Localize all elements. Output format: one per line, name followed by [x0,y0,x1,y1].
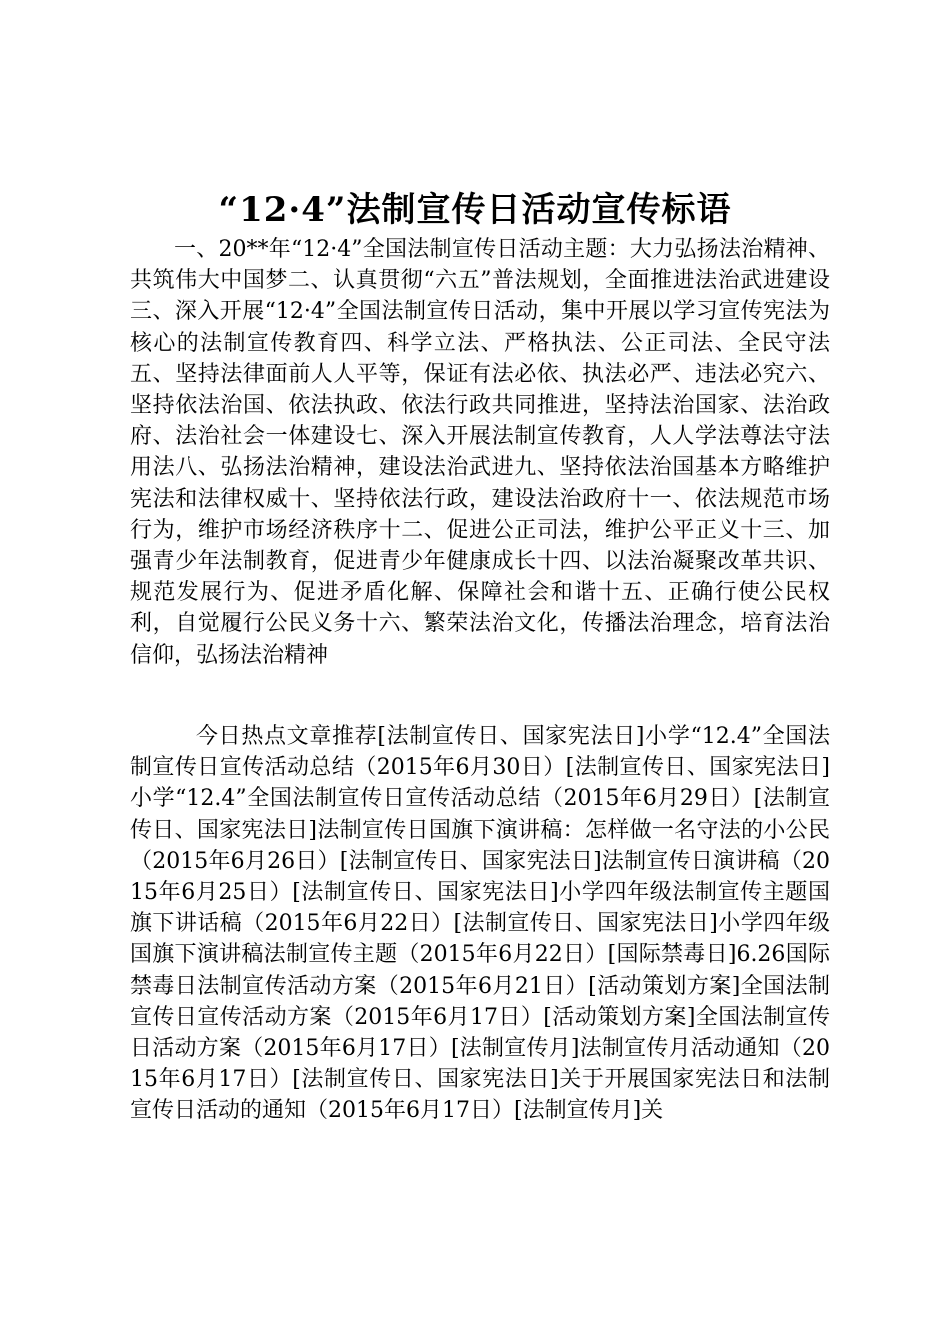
document-title: “12·4”法制宣传日活动宣传标语 [218,190,732,230]
recommended-articles-paragraph: 今日热点文章推荐[法制宣传日、国家宪法日]小学“12.4”全国法制宣传日宣传活动总结（2015年6月30日）[法制宣传日、国家宪法日]小学“12.4”全国法制宣传日宣传活动总结（2015年6月29日）[法制宣传日、国家宪法日]法制宣传日国旗下演讲稿：怎样做一名守法的小公民（2015年6月26日）[法制宣传日、国家宪法日]法制宣传日演讲稿（2015年6月25日）[法制宣传日、国家宪法日]小学四年级法制宣传主题国旗下讲话稿（2015年6月22日）[法制宣传日、国家宪法日]小学四年级国旗下演讲稿法制宣传主题（2015年6月22日）[国际禁毒日]6.26国际禁毒日法制宣传活动方案（2015年6月21日）[活动策划方案]全国法制宣传日宣传活动方案（2015年6月17日）[活动策划方案]全国法制宣传日活动方案（2015年6月17日）[法制宣传月]法制宣传月活动通知（2015年6月17日）[法制宣传日、国家宪法日]关于开展国家宪法日和法制宣传日活动的通知（2015年6月17日）[法制宣传月]关 [130,724,830,1124]
slogans-paragraph: 一、20**年“12·4”全国法制宣传日活动主题：大力弘扬法治精神、共筑伟大中国梦二、认真贯彻“六五”普法规划，全面推进法治武进建设三、深入开展“12·4”全国法制宣传日活动，集中开展以学习宣传宪法为核心的法制宣传教育四、科学立法、严格执法、公正司法、全民守法五、坚持法律面前人人平等，保证有法必依、执法必严、违法必究六、坚持依法治国、依法执政、依法行政共同推进，坚持法治国家、法治政府、法治社会一体建设七、深入开展法制宣传教育，人人学法尊法守法用法八、弘扬法治精神，建设法治武进九、坚持依法治国基本方略维护宪法和法律权威十、坚持依法行政，建设法治政府十一、依法规范市场行为，维护市场经济秩序十二、促进公正司法，维护公平正义十三、加强青少年法制教育，促进青少年健康成长十四、以法治凝聚改革共识、规范发展行为、促进矛盾化解、保障社会和谐十五、正确行使公民权利，自觉履行公民义务十六、繁荣法治文化，传播法治理念，培育法治信仰，弘扬法治精神 [130,237,830,668]
